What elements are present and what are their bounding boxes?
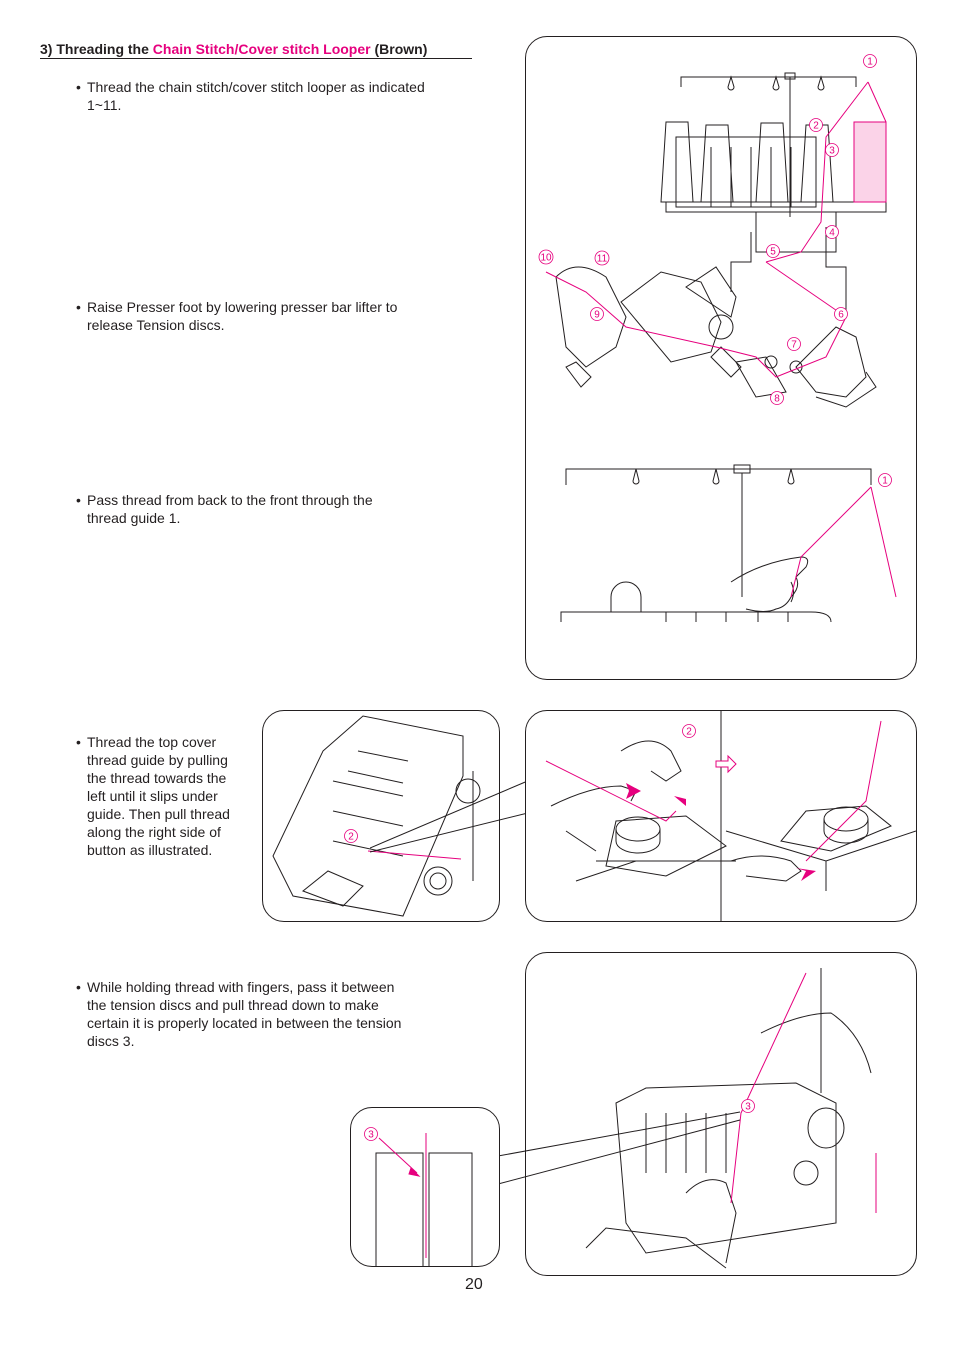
section-heading (40, 41, 472, 59)
instruction-3 (76, 491, 487, 527)
tension-detail-panel (350, 1107, 500, 1267)
callout-overview-7: 7 (791, 339, 797, 351)
bullet: • (76, 79, 81, 95)
bullet: • (76, 979, 81, 995)
callout-tension-3: 3 (745, 1101, 751, 1113)
heading-prefix: 3) Threading the (40, 41, 153, 57)
instruction-line: release Tension discs. (87, 317, 225, 333)
instruction-line: certain it is properly located in between the tension (87, 1015, 402, 1031)
callout-overview-6: 6 (838, 309, 844, 321)
instruction-5 (76, 978, 467, 1050)
callout-connector (370, 760, 550, 860)
callout-overview-4: 4 (829, 227, 835, 239)
callout-overview-3: 3 (829, 145, 835, 157)
instruction-line: While holding thread with fingers, pass it between (87, 979, 395, 995)
instruction-2 (76, 298, 487, 334)
bullet: • (76, 734, 81, 750)
callout-overview-11: 11 (596, 253, 608, 265)
callout-overview-5: 5 (770, 246, 776, 258)
callout-overview-9: 9 (594, 309, 600, 321)
instruction-line: Pass thread from back to the front through the (87, 492, 373, 508)
instruction-line: left until it slips under (87, 788, 218, 804)
callout-tension-detail-3: 3 (368, 1129, 374, 1141)
callout-top-guide-detail-2: 2 (686, 726, 692, 738)
instruction-line: along the right side of (87, 824, 221, 840)
instruction-1 (76, 78, 487, 114)
callout-overview-8: 8 (774, 393, 780, 405)
bullet: • (76, 299, 81, 315)
page-number: 20 (465, 1276, 483, 1293)
bullet: • (76, 492, 81, 508)
overview-panel (525, 36, 917, 680)
instruction-line: 1~11. (87, 97, 122, 113)
callout-overview-2: 2 (813, 120, 819, 132)
callout-top-guide-2: 2 (348, 831, 354, 843)
instruction-4 (76, 733, 262, 859)
tension-detail-illustration (351, 1108, 499, 1266)
heading-accent: Chain Stitch/Cover stitch Looper (152, 41, 371, 57)
top-guide-detail-illustration (526, 711, 916, 921)
tension-connector (470, 1100, 750, 1190)
top-guide-detail-panel (525, 710, 917, 922)
instruction-line: guide. Then pull thread (87, 806, 230, 822)
heading-suffix: (Brown) (370, 41, 428, 57)
instruction-line: the thread towards the (87, 770, 227, 786)
instruction-line: button as illustrated. (87, 842, 213, 858)
instruction-line: Raise Presser foot by lowering presser bar lifter to (87, 299, 398, 315)
callout-overview-10: 10 (540, 252, 552, 264)
instruction-line: thread guide by pulling (87, 752, 228, 768)
overview-illustration (526, 37, 916, 679)
instruction-line: discs 3. (87, 1033, 135, 1049)
instruction-line: thread guide 1. (87, 510, 181, 526)
callout-guide-1: 1 (882, 475, 888, 487)
callout-overview-1: 1 (867, 56, 873, 68)
instruction-line: Thread the chain stitch/cover stitch looper as indicated (87, 79, 425, 95)
instruction-line: Thread the top cover (87, 734, 217, 750)
instruction-line: the tension discs and pull thread down to make (87, 997, 379, 1013)
